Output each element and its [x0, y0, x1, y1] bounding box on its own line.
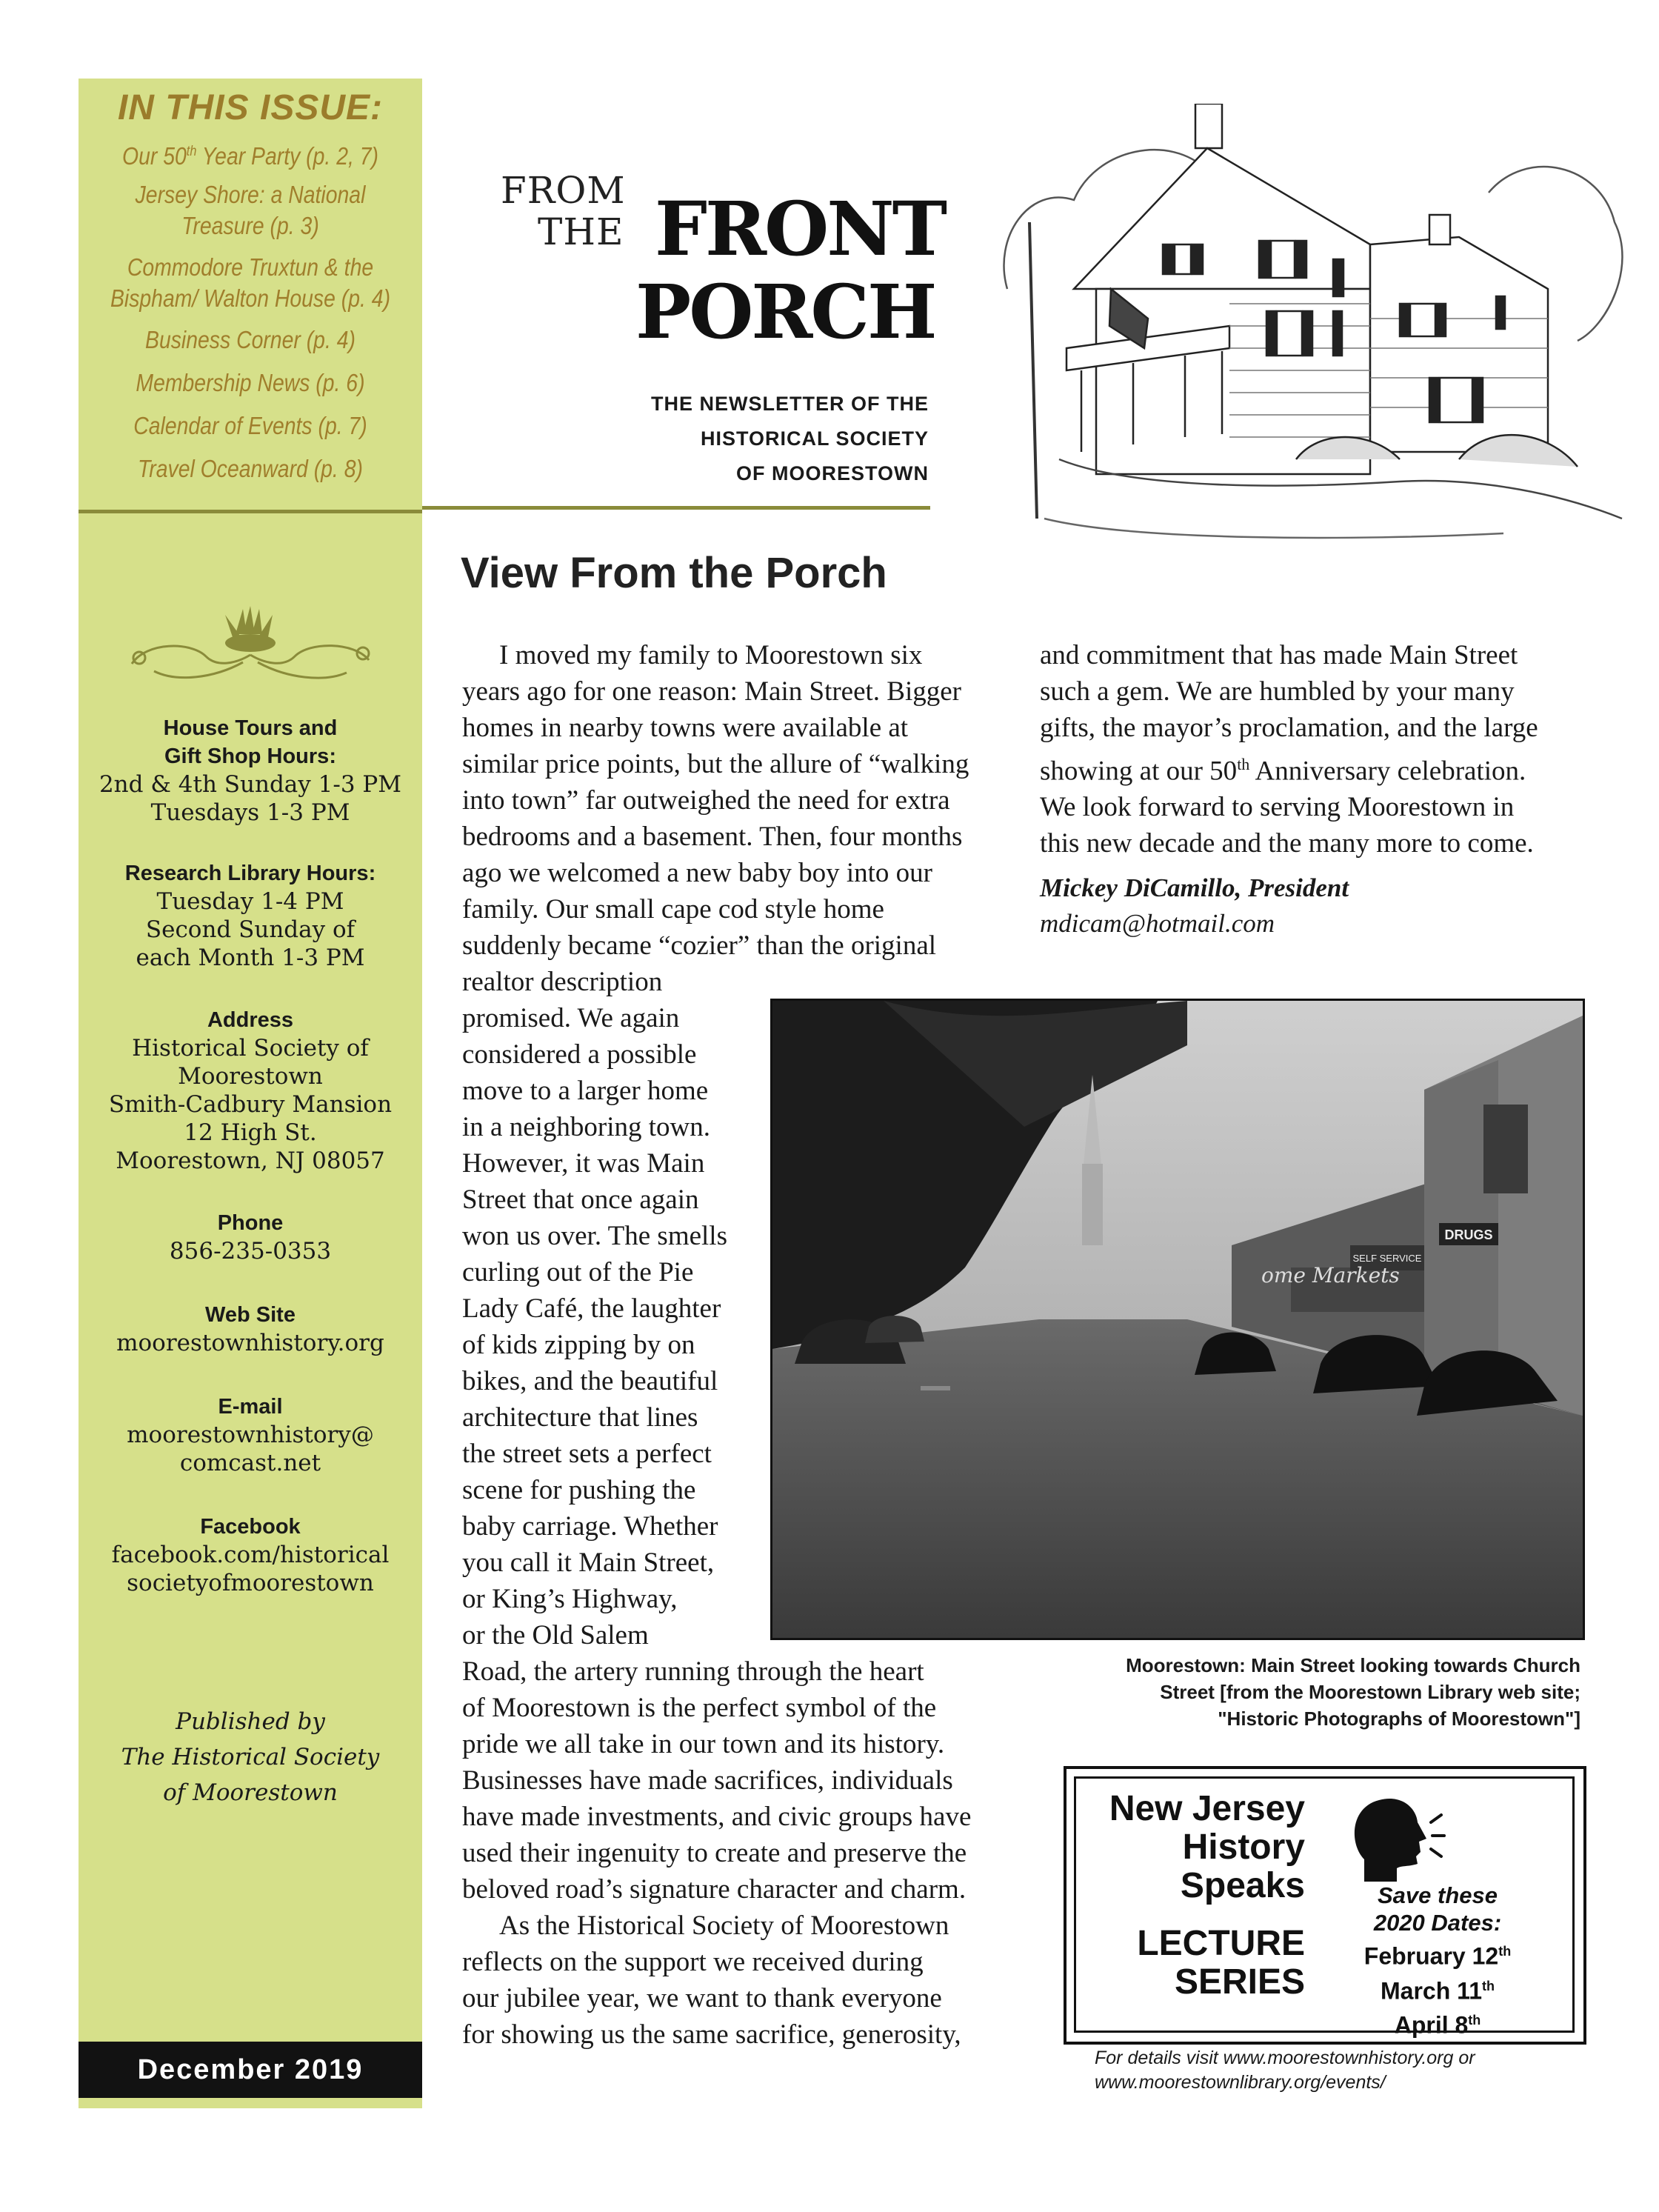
facebook-link-line1[interactable]: facebook.com/historical	[111, 1542, 390, 1568]
lecture-date-2	[1315, 1971, 1560, 2006]
house-tours-line2: Tuesdays 1-3 PM	[150, 799, 350, 826]
article-line: years ago for one reason: Main Street. Bigger	[462, 676, 962, 707]
article-line: this new decade and the many more to come.	[1040, 828, 1534, 859]
phone-value[interactable]: 856-235-0353	[169, 1238, 332, 1265]
lecture-title-line1: New Jersey	[1109, 1789, 1305, 1828]
newsletter-subtitle	[615, 387, 929, 491]
address-line3: Smith-Cadbury Mansion	[108, 1091, 393, 1118]
article-line: However, it was Main	[462, 1148, 705, 1179]
signature-email[interactable]: mdicam@hotmail.com	[1040, 909, 1275, 939]
article-line: considered a possible	[462, 1039, 697, 1070]
address-block	[79, 1006, 422, 1175]
article-line: Road, the artery running through the heart	[462, 1656, 924, 1687]
issue-item-50th-party[interactable]: Our 50th Year Party (p. 2, 7)	[122, 142, 378, 170]
save-dates-line1: Save these	[1378, 1882, 1498, 1908]
issue-item-business-corner[interactable]: Business Corner (p. 4)	[145, 326, 356, 353]
email-block	[79, 1393, 422, 1477]
address-line1: Historical Society of	[132, 1035, 369, 1062]
article-line: won us over. The smells	[462, 1221, 727, 1251]
phone-block	[79, 1209, 422, 1265]
lecture-date-3	[1315, 2005, 1560, 2040]
photo-caption	[963, 1652, 1580, 1732]
lecture-title-line3: Speaks	[1180, 1866, 1305, 1905]
published-line2: The Historical Society	[121, 1744, 380, 1770]
article-column1-bottom	[462, 1653, 995, 2053]
masthead-the: THE	[538, 210, 624, 253]
article-line: promised. We again	[462, 1003, 680, 1033]
facebook-block	[79, 1513, 422, 1597]
article-line: of Moorestown is the perfect symbol of the	[462, 1693, 937, 1723]
research-line1: Tuesday 1-4 PM	[156, 888, 344, 915]
issue-item-membership[interactable]: Membership News (p. 6)	[136, 369, 365, 396]
research-library-block	[79, 859, 422, 972]
in-this-issue-title: IN THIS ISSUE:	[117, 88, 384, 127]
article-line: our jubilee year, we want to thank everyone	[462, 1983, 942, 2013]
article-line: homes in nearby towns were available at	[462, 713, 909, 743]
article-line: As the Historical Society of Moorestown	[499, 1910, 949, 1941]
masthead-from: FROM	[501, 169, 626, 212]
house-tours-label-line1: House Tours and	[163, 716, 338, 740]
house-sketch-illustration	[985, 104, 1637, 548]
save-dates-line2: 2020 Dates:	[1373, 1910, 1502, 1936]
signature-name: Mickey DiCamillo, President	[1040, 873, 1349, 903]
issue-contents-list	[81, 136, 419, 495]
lecture-title	[1089, 1790, 1305, 2002]
lecture-date-1-text: February 12	[1363, 1942, 1499, 1970]
published-by	[79, 1704, 422, 1810]
lecture-date-2-text: March 11	[1381, 1977, 1482, 2005]
issue-item-travel[interactable]: Travel Oceanward (p. 8)	[138, 455, 363, 482]
ordinal-suffix: th	[1498, 1944, 1512, 1959]
article-headline: View From the Porch	[461, 549, 887, 597]
details-line2[interactable]: www.moorestownlibrary.org/events/	[1095, 2072, 1386, 2093]
published-line3: of Moorestown	[163, 1779, 338, 1806]
caption-line2: Street [from the Moorestown Library web site;	[1160, 1681, 1580, 1703]
issue-item-calendar[interactable]: Calendar of Events (p. 7)	[133, 412, 367, 439]
article-line: ago we welcomed a new baby boy into our	[462, 858, 932, 888]
article-line: and commitment that has made Main Street	[1040, 640, 1518, 670]
article-line: or the Old Salem	[462, 1620, 649, 1650]
lecture-details	[1095, 2046, 1583, 2095]
article-line: have made investments, and civic groups have	[462, 1802, 972, 1832]
article-line: beloved road’s signature character and charm.	[462, 1874, 967, 1905]
article-column1-narrow	[462, 1000, 766, 1653]
masthead-front: FRONT	[655, 185, 946, 273]
website-block	[79, 1301, 422, 1357]
article-line: you call it Main Street,	[462, 1548, 715, 1578]
article-line: similar price points, but the allure of “walking	[462, 749, 969, 779]
issue-item-commodore[interactable]: Commodore Truxtun & the Bispham/ Walton House (p. 4)	[110, 253, 391, 312]
article-line: suddenly became “cozier” than the original	[462, 930, 937, 961]
issue-date: December 2019	[79, 2042, 422, 2098]
article-column2	[1040, 637, 1588, 942]
lecture-date-3-text: April 8	[1394, 2011, 1469, 2039]
article-line: bikes, and the beautiful	[462, 1366, 718, 1396]
details-line1[interactable]: For details visit www.moorestownhistory.org or	[1095, 2048, 1475, 2068]
article-line: Street that once again	[462, 1185, 699, 1215]
subtitle-line2: HISTORICAL SOCIETY	[700, 427, 929, 450]
house-tours-block	[79, 714, 422, 827]
website-label: Web Site	[205, 1303, 296, 1327]
article-line: in a neighboring town.	[462, 1112, 711, 1142]
article-line: scene for pushing the	[462, 1475, 696, 1505]
email-link-line2[interactable]: comcast.net	[179, 1450, 321, 1476]
photo-sign-self-service: SELF SERVICE	[1352, 1253, 1422, 1264]
address-label: Address	[207, 1008, 294, 1032]
website-link[interactable]: moorestownhistory.org	[116, 1330, 384, 1356]
email-link-line1[interactable]: moorestownhistory@	[127, 1422, 374, 1448]
lecture-date-1	[1315, 1936, 1560, 1971]
article-line: of kids zipping by on	[462, 1330, 695, 1360]
article-line: We look forward to serving Moorestown in	[1040, 792, 1515, 823]
address-line4: 12 High St.	[184, 1119, 317, 1146]
masthead-porch: PORCH	[635, 268, 935, 356]
address-line2: Moorestown	[178, 1063, 323, 1090]
house-tours-label-line2: Gift Shop Hours:	[164, 744, 336, 768]
ordinal-suffix: th	[1468, 2013, 1481, 2028]
article-line: showing at our 50th Anniversary celebration.	[1040, 755, 1526, 787]
issue-item-jersey-shore[interactable]: Jersey Shore: a National Treasure (p. 3)	[135, 181, 366, 239]
article-line: bedrooms and a basement. Then, four months	[462, 822, 963, 852]
article-line: for showing us the same sacrifice, generosity,	[462, 2019, 961, 2050]
floral-ornament-icon	[124, 604, 376, 686]
article-line: used their ingenuity to create and preserve the	[462, 1838, 967, 1868]
house-tours-line1: 2nd & 4th Sunday 1-3 PM	[99, 771, 402, 798]
subtitle-line3: OF MOORESTOWN	[736, 462, 929, 484]
article-line: the street sets a perfect	[462, 1439, 712, 1469]
phone-label: Phone	[217, 1211, 284, 1235]
masthead-divider	[422, 506, 930, 510]
article-line: into town” far outweighed the need for extra	[462, 785, 950, 816]
article-line: reflects on the support we received during	[462, 1947, 924, 1977]
article-line: I moved my family to Moorestown six	[499, 640, 923, 670]
article-line: Businesses have made sacrifices, individuals	[462, 1765, 953, 1796]
photo-sign-drugs: DRUGS	[1444, 1227, 1493, 1242]
article-line: such a gem. We are humbled by your many	[1040, 676, 1515, 707]
article-line: baby carriage. Whether	[462, 1511, 718, 1542]
address-line5: Moorestown, NJ 08057	[116, 1147, 385, 1174]
article-line: gifts, the mayor’s proclamation, and the large	[1040, 713, 1538, 743]
caption-line1: Moorestown: Main Street looking towards Church	[1126, 1654, 1580, 1676]
research-line2: Second Sunday of	[145, 916, 356, 943]
lecture-dates	[1315, 1882, 1560, 2040]
subtitle-line1: THE NEWSLETTER OF THE	[651, 393, 929, 415]
facebook-label: Facebook	[200, 1515, 301, 1539]
ordinal-suffix: th	[1481, 1978, 1495, 1993]
speaking-head-icon	[1349, 1793, 1446, 1889]
article-line: family. Our small cape cod style home	[462, 894, 884, 925]
article-line: pride we all take in our town and its history.	[462, 1729, 945, 1759]
photo-sign-markets: ome Markets	[1261, 1263, 1400, 1287]
research-label: Research Library Hours:	[124, 862, 376, 885]
caption-line3: "Historic Photographs of Moorestown"]	[1218, 1708, 1580, 1730]
main-street-photo	[770, 999, 1585, 1640]
article-line: Lady Café, the laughter	[462, 1293, 721, 1324]
article-line: realtor description	[462, 967, 663, 997]
research-line3: each Month 1-3 PM	[136, 945, 365, 971]
article-line: curling out of the Pie	[462, 1257, 694, 1287]
lecture-title-line2: History	[1182, 1828, 1305, 1867]
article-line: architecture that lines	[462, 1402, 698, 1433]
article-line: move to a larger home	[462, 1076, 709, 1106]
facebook-link-line2[interactable]: societyofmoorestown	[127, 1570, 374, 1596]
published-line1: Published by	[176, 1708, 325, 1735]
email-label: E-mail	[218, 1395, 283, 1419]
lecture-title-line4: LECTURE	[1137, 1924, 1305, 1963]
article-line: or King’s Highway,	[462, 1584, 678, 1614]
photo-drawing	[772, 1001, 1583, 1638]
lecture-title-line5: SERIES	[1174, 1962, 1305, 2002]
article-column1-top	[462, 637, 995, 1000]
